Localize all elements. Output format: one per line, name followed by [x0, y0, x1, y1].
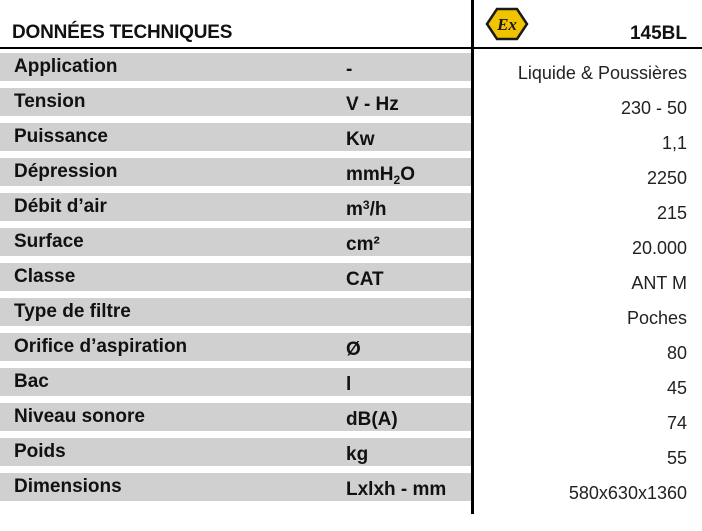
spec-row-application [0, 53, 702, 88]
spec-row-puissance [0, 123, 702, 158]
spec-label: Dimensions [14, 476, 122, 497]
spec-label: Orifice d’aspiration [14, 336, 188, 357]
spec-unit: - [346, 59, 353, 80]
spec-label: Type de filtre [14, 301, 131, 322]
spec-row-niveau-sonore [0, 403, 702, 438]
spec-value: 20.000 [631, 238, 687, 258]
spec-row-surface [0, 228, 702, 263]
spec-label: Surface [14, 231, 84, 252]
spec-value: 80 [666, 343, 687, 363]
spec-rows [0, 53, 702, 508]
spec-unit: V - Hz [346, 94, 399, 115]
spec-row-debit-air [0, 193, 702, 228]
model-number: 145BL [629, 23, 687, 44]
spec-label: Débit d’air [14, 196, 107, 217]
spec-label: Puissance [14, 126, 108, 147]
spec-value: 55 [666, 448, 687, 468]
spec-unit: mmH$_2$O [346, 164, 415, 187]
spec-row-bac [0, 368, 702, 403]
spec-value: Poches [626, 308, 687, 328]
spec-row-depression [0, 158, 702, 193]
spec-label: Niveau sonore [14, 406, 145, 427]
spec-unit: l [346, 374, 352, 395]
spec-row-poids [0, 438, 702, 473]
spec-value: 580x630x1360 [568, 483, 687, 503]
spec-value: 2250 [646, 168, 687, 188]
spec-unit: Lxlxh - mm [346, 479, 447, 500]
spec-unit: cm² [346, 234, 380, 255]
spec-row-dimensions [0, 473, 702, 508]
spec-label: Application [14, 56, 118, 77]
spec-value: ANT M [631, 273, 687, 293]
spec-row-type-filtre [0, 298, 702, 333]
table-title: DONNÉES TECHNIQUES [12, 22, 233, 43]
spec-value: 74 [666, 413, 687, 433]
spec-label: Bac [14, 371, 49, 392]
spec-value: 230 - 50 [620, 98, 687, 118]
spec-value: 1,1 [661, 133, 687, 153]
spec-unit: CAT [346, 269, 384, 290]
spec-value: 45 [666, 378, 687, 398]
spec-label: Classe [14, 266, 76, 287]
spec-row-tension [0, 88, 702, 123]
spec-label: Dépression [14, 161, 118, 182]
spec-unit: Kw [346, 129, 375, 150]
spec-row-orifice [0, 333, 702, 368]
spec-label: Tension [14, 91, 86, 112]
spec-row-classe [0, 263, 702, 298]
spec-value: 215 [656, 203, 687, 223]
spec-unit: kg [346, 444, 369, 465]
spec-value: Liquide & Poussières [517, 63, 687, 83]
spec-unit: $m^3/h$ [346, 198, 387, 220]
atex-ex-icon-text: Ex [497, 15, 517, 34]
spec-label: Poids [14, 441, 66, 462]
spec-unit: Ø [346, 339, 361, 360]
spec-unit: dB(A) [346, 409, 398, 430]
